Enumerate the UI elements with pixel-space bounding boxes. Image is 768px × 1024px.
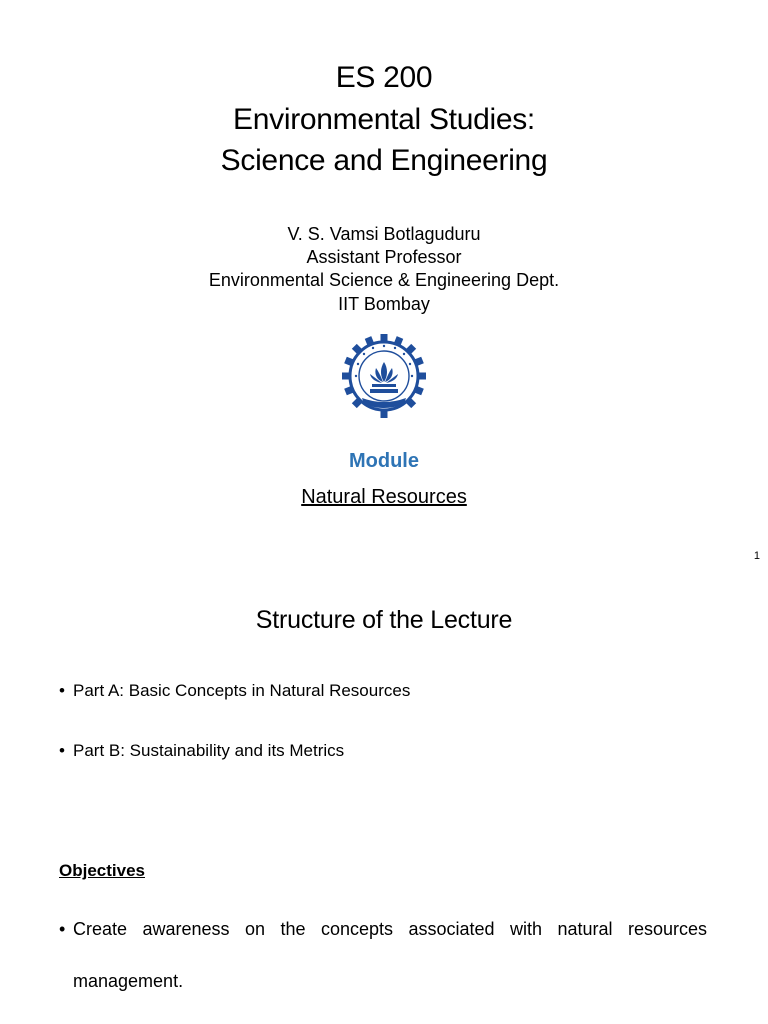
page-number: 1 bbox=[753, 550, 760, 562]
bullet-icon: • bbox=[59, 919, 66, 939]
bullet-icon: • bbox=[59, 741, 65, 760]
author-institute: IIT Bombay bbox=[338, 294, 430, 314]
course-title-line-2: Science and Engineering bbox=[220, 144, 548, 177]
lecture-structure-title: Structure of the Lecture bbox=[255, 606, 513, 634]
objectives-heading: Objectives bbox=[59, 861, 145, 880]
course-title-line-1: Environmental Studies: bbox=[233, 103, 535, 136]
course-code: ES 200 bbox=[335, 61, 433, 94]
part-a-text: Part A: Basic Concepts in Natural Resources bbox=[73, 681, 411, 700]
list-item bbox=[59, 681, 410, 701]
bullet-icon: • bbox=[59, 681, 65, 700]
author-department: Environmental Science & Engineering Dept. bbox=[208, 270, 560, 290]
author-name: V. S. Vamsi Botlaguduru bbox=[287, 224, 481, 244]
module-name: Natural Resources bbox=[301, 486, 467, 508]
list-item bbox=[59, 741, 344, 761]
objective-text-line-1: Create awareness on the concepts associated with natural resources bbox=[73, 919, 707, 939]
module-label: Module bbox=[349, 450, 419, 472]
objective-item bbox=[59, 919, 707, 940]
iit-bombay-emblem-icon bbox=[340, 332, 428, 420]
part-b-text: Part B: Sustainability and its Metrics bbox=[73, 741, 345, 760]
author-position: Assistant Professor bbox=[306, 247, 462, 267]
objective-text-line-2: management. bbox=[73, 971, 184, 991]
